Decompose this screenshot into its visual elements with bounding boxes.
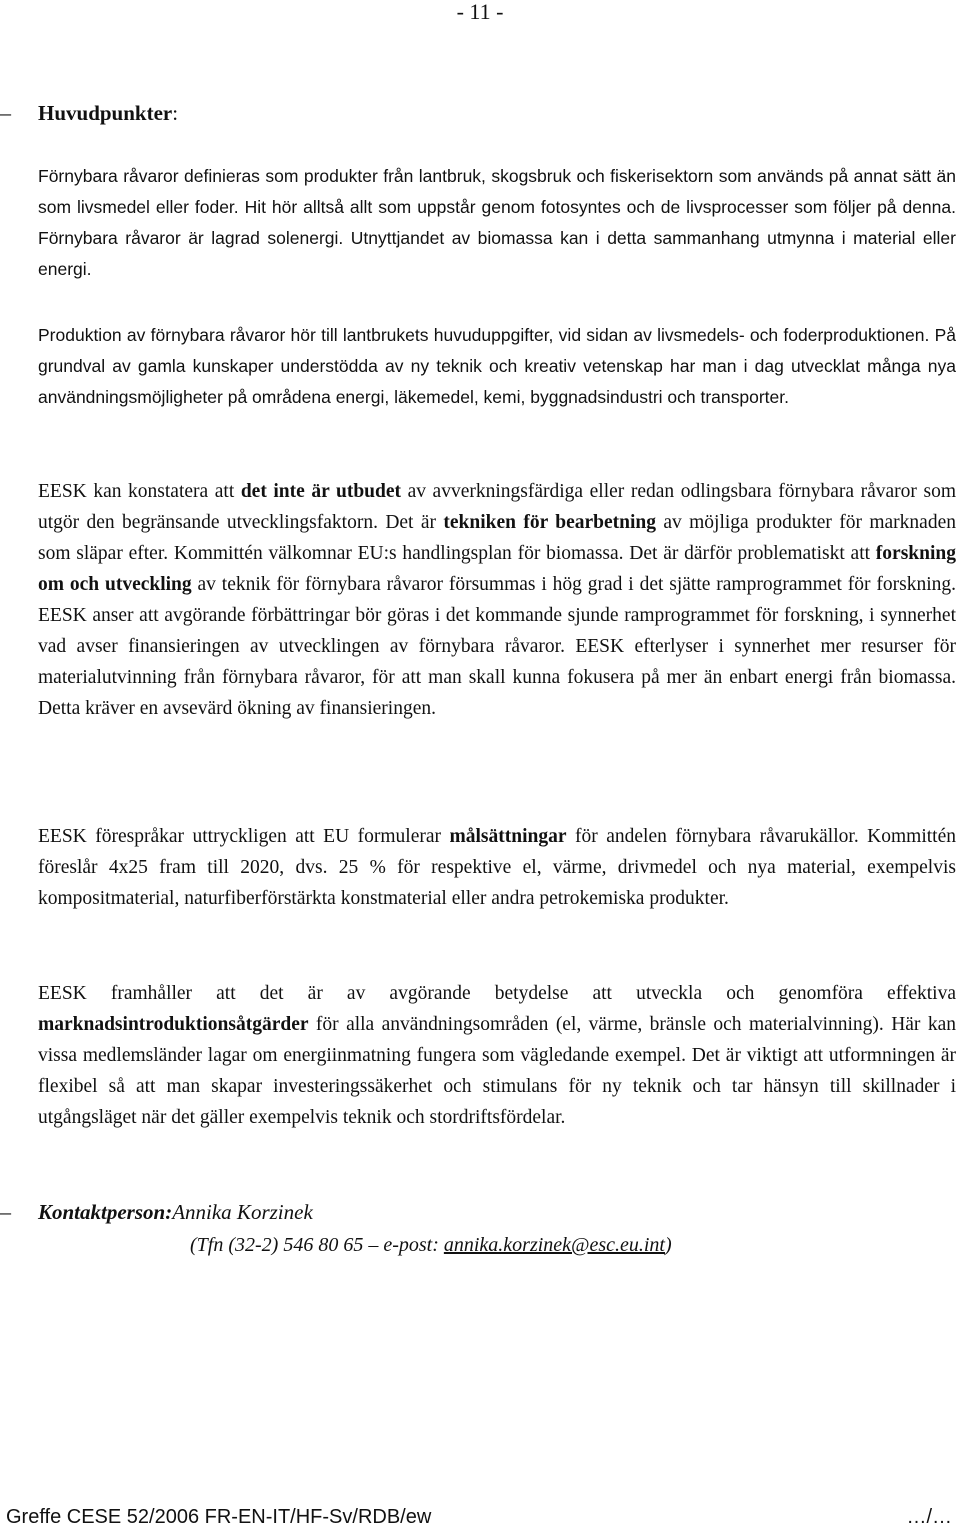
text-span: för alla användningsområden (el, värme, bränsle och materialvinning). Här kan vissa medlemsländer lagar om energiinmatning fungera som vägledande exempel. Det är viktigt att utformningen är flexibel så att man skapar investeringssäkerhet och stimulans för ny teknik och tar hänsyn till skillnader i utgångsläget när det gäller exempelvis teknik och stordriftsfördelar. [38,1014,956,1128]
heading-colon: : [172,101,179,125]
paragraph-production [38,320,956,413]
emphasis-text: forskning om och utveckling [38,543,956,595]
text-span: av teknik för förnybara råvaror försummas i hög grad i det sjätte ramprogrammet för forskning. EESK anser att avgörande förbättringar bör göras i det kommande sjunde ramprogrammet för forskning, i synnerhet vad avser finansieringen av utvecklingen av förnybara råvaror. EESK efterlyser i synnerhet mer resurser för materialutvinning från förnybara råvaror, för att man skall kunna fokusera på mer än enbart energi från biomassa. Detta kräver en avsevärd ökning av finansieringen. [38,574,956,719]
text-span: EESK kan konstatera att [38,481,241,502]
paragraph-production-text: Produktion av förnybara råvaror hör till lantbrukets huvuduppgifter, vid sidan av livsmedels- och foderproduktionen. På grundval av gamla kunskaper understödda av ny teknik och kreativ vetenskap har man i dag utvecklat många nya användningsmöjligheter på områdena energi, läkemedel, kemi, byggnadsindustri och transporter. [38,325,956,407]
text-span: för andelen förnybara råvarukällor. Kommittén föreslår 4x25 fram till 2020, dvs. 25 % för respektive el, värme, drivmedel och nya material, exempelvis kompositmaterial, naturfiberförstärkta konstmaterial eller andra petrokemiska produkter. [38,826,956,909]
emphasis-text: tekniken för bearbetning [443,512,656,533]
emphasis-text: det inte är utbudet [240,481,401,502]
heading-row [0,100,960,126]
contact-close: ) [664,1234,672,1256]
text-span: av möjliga produkter för marknaden som släpar efter. Kommittén välkomnar EU:s handlingsplan för biomassa. Det är därför problematiskt att [38,512,956,564]
contact-row [0,1199,960,1225]
page-number: - 11 - [456,0,504,24]
contact-phone: (Tfn (32-2) 546 80 65 – e-post: [190,1234,444,1256]
text-span: EESK framhåller att det är av avgörande betydelse att utveckla och genomföra effektiva [38,983,956,1004]
emphasis-text: målsättningar [449,826,567,847]
footer-reference: Greffe CESE 52/2006 FR-EN-IT/HF-Sv/RDB/ew [6,1506,432,1528]
email-link[interactable]: annika.korzinek@esc.eu.int [443,1234,665,1256]
dash-bullet: – [0,100,11,125]
section-heading: Huvudpunkter [38,101,173,125]
text-span: EESK förespråkar uttryckligen att EU formulerar [38,826,450,847]
text-span: av avverkningsfärdiga eller redan odlingsbara förnybara råvaror som utgör den begränsande utvecklingsfaktorn. Det är [38,481,956,533]
contact-name: Annika Korzinek [172,1200,313,1224]
page-footer [0,1506,960,1530]
paragraph-definition: Förnybara råvaror definieras som produkter från lantbruk, skogsbruk och fiskerisektorn som används på annat sätt än som livsmedel eller foder. Hit hör alltså allt som uppstår genom fotosyntes och de livsprocesser som följer på denna. Förnybara råvaror är lagrad solenergi. Utnyttjandet av biomassa kan i detta sammanhang utmynna i material eller energi. [38,166,956,279]
emphasis-text: marknadsintroduktionsåtgärder [38,1014,309,1035]
paragraph-eesk-targets [38,821,956,914]
paragraph-eesk-supply [38,476,956,724]
footer-continuation: …/… [906,1506,952,1528]
dash-bullet: – [0,1199,11,1224]
contact-label: Kontaktperson: [38,1200,173,1224]
contact-details [190,1234,672,1257]
paragraph-eesk-market [38,978,956,1133]
